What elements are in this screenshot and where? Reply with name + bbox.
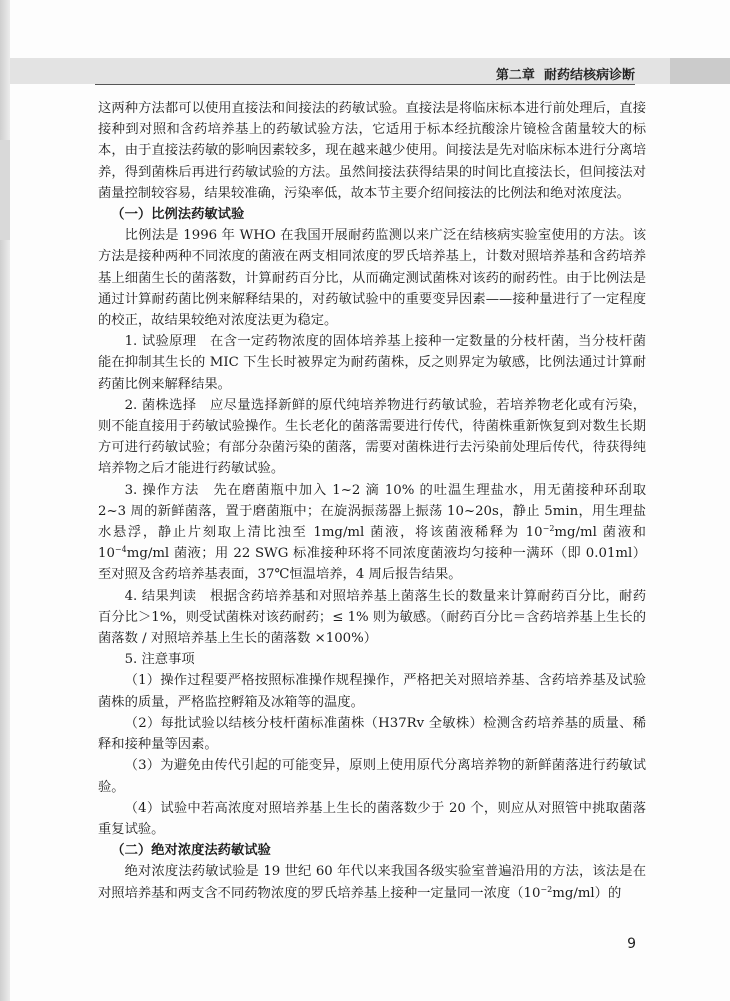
paragraph: 1. 试验原理 在含一定药物浓度的固体培养基上接种一定数量的分枝杆菌，当分枝杆菌能在抑制其生长的 MIC 下生长时被界定为耐药菌株，反之则界定为敏感，比例法通过计算耐药菌比例来解释结果。 xyxy=(98,334,646,392)
page-body xyxy=(98,98,646,904)
chapter-title: 耐药结核病诊断 xyxy=(543,68,635,83)
page-number: 9 xyxy=(627,936,636,952)
paragraph: 比例法是 1996 年 WHO 在我国开展耐药监测以来广泛在结核病实验室使用的方法。该方法是接种两种不同浓度的菌液在两支相同浓度的罗氏培养基上，计数对照培养基和含药培养基上细菌生长的菌落数，计算耐药百分比，从而确定测试菌株对该药的耐药性。由于比例法是通过计算耐药菌比例来解释结果的，对药敏试验中的重要变异因素——接种量进行了一定程度的校正，故结果较绝对浓度法更为稳定。 xyxy=(98,228,646,329)
paragraph: 4. 结果判读 根据含药培养基和对照培养基上菌落生长的数量来计算耐药百分比，耐药百分比＞1%，则受试菌株对该药耐药；≤ 1% 则为敏感。（耐药百分比＝含药培养基上生长的菌落数 / 对照培养基上生长的菌落数 ×100%） xyxy=(98,588,646,647)
chapter-tab xyxy=(670,58,730,84)
running-header-title xyxy=(496,64,635,83)
paragraph: （1）操作过程要严格按照标准操作规程操作，严格把关对照培养基、含药培养基及试验菌株的质量，严格监控孵箱及冰箱等的温度。 xyxy=(98,673,646,710)
paragraph: 2. 菌株选择 应尽量选择新鲜的原代纯培养物进行药敏试验，若培养物老化或有污染，则不能直接用于药敏试验操作。生长老化的菌落需要进行传代，待菌株重新恢复到对数生长期方可进行药敏试验；有部分杂菌污染的菌落，需要对菌株进行去污染前处理后传代，待获得纯培养物之后才能进行药敏试验。 xyxy=(98,397,646,477)
paragraph: 3. 操作方法 先在磨菌瓶中加入 1~2 滴 10% 的吐温生理盐水，用无菌接种环刮取 2~3 周的新鲜菌落，置于磨菌瓶中；在旋涡振荡器上振荡 10~20s，静止 5min，用生理盐水悬浮，静止片刻取上清比浊至 1mg/ml 菌液，将该菌液稀释为 $10^{-2}mg/ml$ 菌液和 $10^{-4}mg/ml$ 菌液；用 22 SWG 标准接种环将不同浓度菌液均匀接种一满环（即 0.01ml）至对照及含药培养基表面，37℃恒温培养，4 周后报告结果。 xyxy=(98,482,646,583)
section-heading: （一）比例法药敏试验 xyxy=(111,207,245,223)
paragraph: （3）为避免由传代引起的可能变异，原则上使用原代分离培养物的新鲜菌落进行药敏试验。 xyxy=(98,758,646,795)
paragraph: 这两种方法都可以使用直接法和间接法的药敏试验。直接法是将临床标本进行前处理后，直接接种到对照和含药培养基上的药敏试验方法，它适用于标本经抗酸涂片镜检含菌量较大的标本，由于直接法药敏的影响因素较多，现在越来越少使用。间接法是先对临床标本进行分离培养，得到菌株后再进行药敏试验的方法。虽然间接法获得结果的时间比直接法长，但间接法对菌量控制较容易，结果较准确，污染率低，故本节主要介绍间接法的比例法和绝对浓度法。 xyxy=(98,101,646,201)
chapter-number: 第二章 xyxy=(495,68,535,83)
paragraph: （2）每批试验以结核分枝杆菌标准菌株（H37Rv 全敏株）检测含药培养基的质量、稀释和接种量等因素。 xyxy=(98,715,646,753)
paragraph: 5. 注意事项 xyxy=(124,652,195,668)
paragraph: （4）试验中若高浓度对照培养基上生长的菌落数少于 20 个，则应从对照管中挑取菌落重复试验。 xyxy=(98,800,646,837)
section-heading: （二）绝对浓度法药敏试验 xyxy=(111,843,271,859)
header-rule xyxy=(95,84,635,85)
paragraph: 绝对浓度法药敏试验是 19 世纪 60 年代以来我国各级实验室普遍沿用的方法，该法是在对照培养基和两支含不同药物浓度的罗氏培养基上接种一定量同一浓度$(10^{-2}mg/ml)$的 xyxy=(98,864,646,901)
